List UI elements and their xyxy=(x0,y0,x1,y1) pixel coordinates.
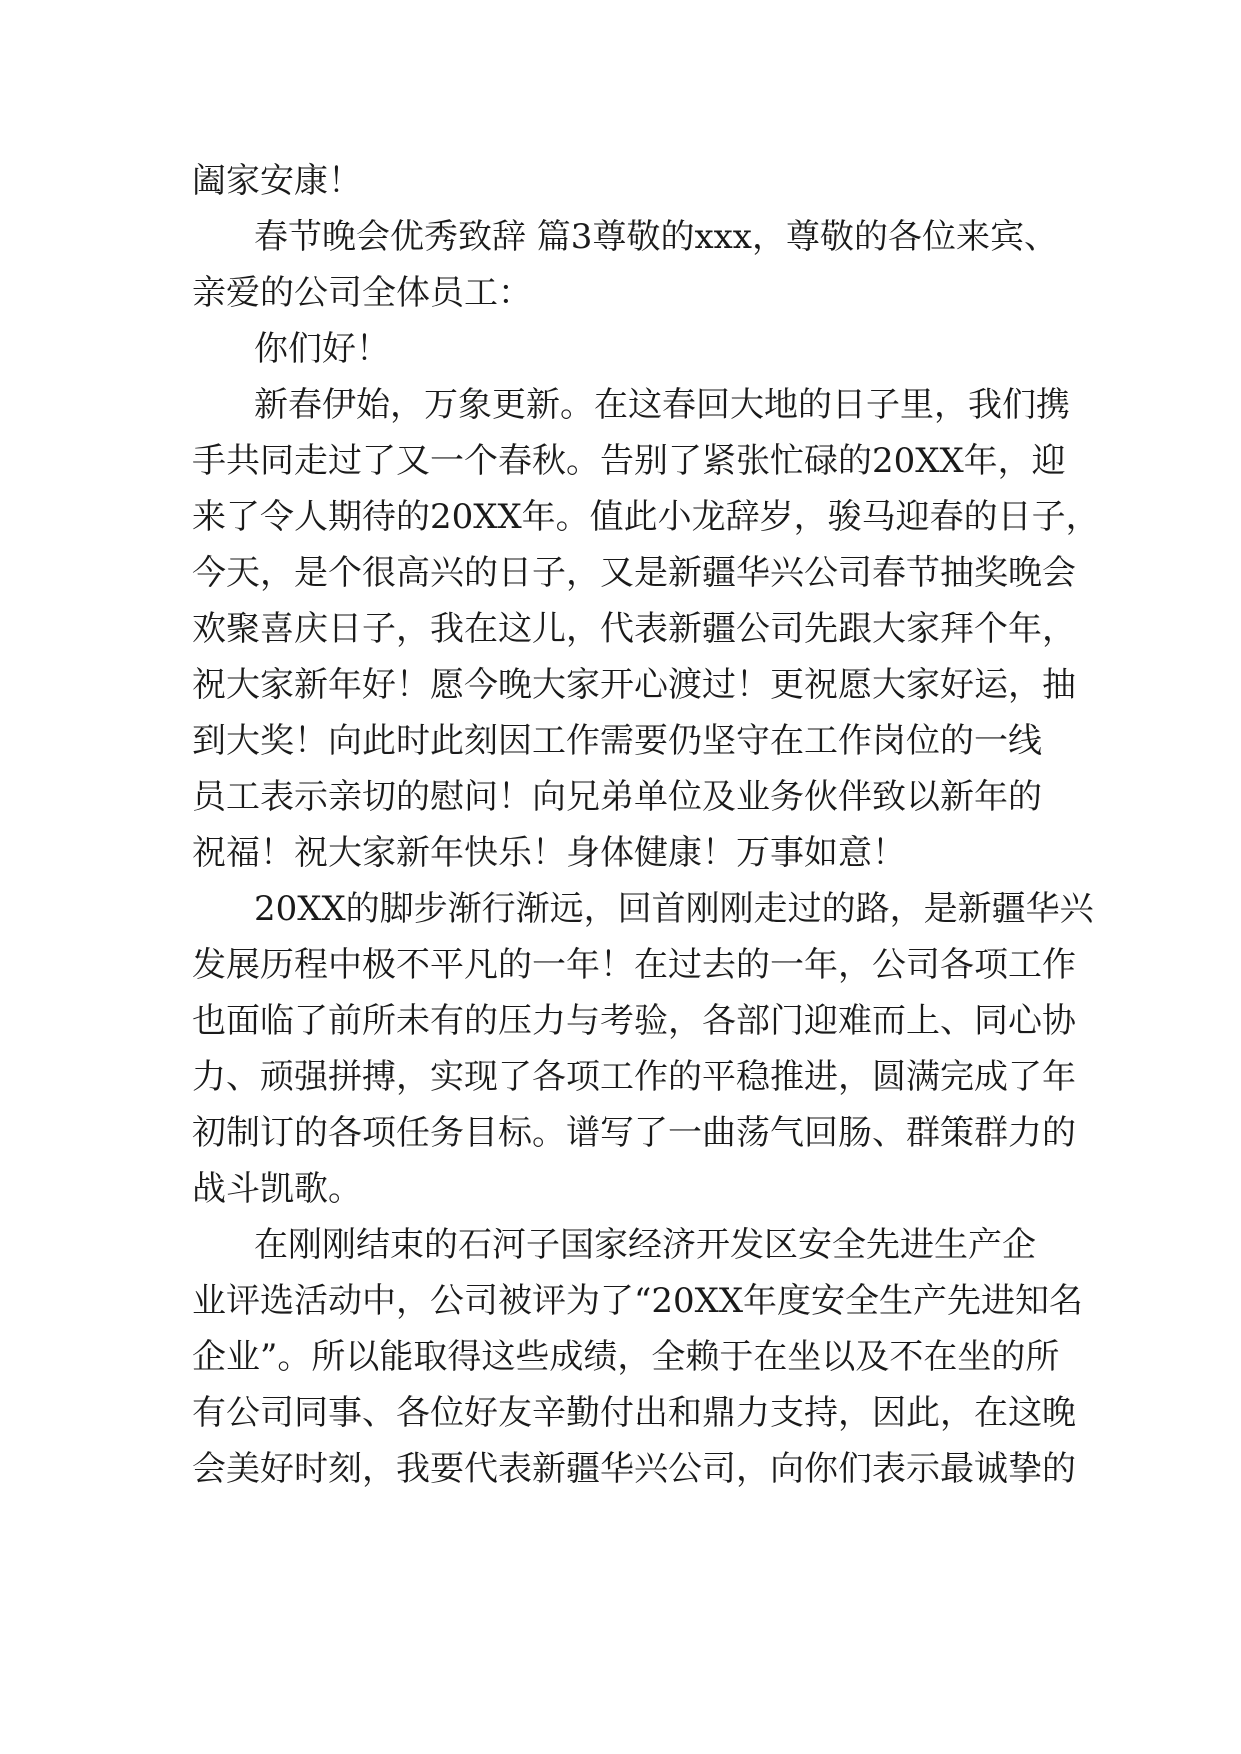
document-body xyxy=(192,153,1100,1497)
greeting-line: 你们好！ xyxy=(254,329,390,369)
text-line: 今天，是个很高兴的日子，又是新疆华兴公司春节抽奖晚会 xyxy=(192,553,1076,593)
text-line: 战斗凯歌。 xyxy=(192,1169,362,1209)
text-line: 发展历程中极不平凡的一年！在过去的一年，公司各项工作 xyxy=(192,945,1076,985)
paragraph-start-line: 春节晚会优秀致辞 篇3尊敬的xxx，尊敬的各位来宾、 xyxy=(254,217,1058,257)
text-line: 会美好时刻，我要代表新疆华兴公司，向你们表示最诚挚的 xyxy=(192,1449,1076,1489)
text-line: 亲爱的公司全体员工： xyxy=(192,273,532,313)
paragraph-start-line: 20XX的脚步渐行渐远，回首刚刚走过的路，是新疆华兴 xyxy=(254,889,1094,929)
text-line: 祝福！祝大家新年快乐！身体健康！万事如意！ xyxy=(192,833,906,873)
text-line: 到大奖！向此时此刻因工作需要仍坚守在工作岗位的一线 xyxy=(192,721,1042,761)
text-line: 来了令人期待的20XX年。值此小龙辞岁，骏马迎春的日子， xyxy=(192,497,1100,537)
text-line: 力、顽强拼搏，实现了各项工作的平稳推进，圆满完成了年 xyxy=(192,1057,1076,1097)
text-line: 阖家安康！ xyxy=(192,161,362,201)
text-line: 祝大家新年好！愿今晚大家开心渡过！更祝愿大家好运，抽 xyxy=(192,665,1076,705)
text-line: 业评选活动中，公司被评为了“20XX年度安全生产先进知名 xyxy=(192,1281,1084,1321)
text-line: 初制订的各项任务目标。谱写了一曲荡气回肠、群策群力的 xyxy=(192,1113,1076,1153)
text-line: 有公司同事、各位好友辛勤付出和鼎力支持，因此，在这晚 xyxy=(192,1393,1076,1433)
text-line: 手共同走过了又一个春秋。告别了紧张忙碌的20XX年，迎 xyxy=(192,441,1066,481)
paragraph-start-line: 在刚刚结束的石河子国家经济开发区安全先进生产企 xyxy=(254,1225,1036,1265)
text-line: 企业”。所以能取得这些成绩，全赖于在坐以及不在坐的所 xyxy=(192,1337,1060,1377)
text-line: 欢聚喜庆日子，我在这儿，代表新疆公司先跟大家拜个年， xyxy=(192,609,1076,649)
paragraph-start-line: 新春伊始，万象更新。在这春回大地的日子里，我们携 xyxy=(254,385,1070,425)
text-line: 也面临了前所未有的压力与考验，各部门迎难而上、同心协 xyxy=(192,1001,1076,1041)
text-line: 员工表示亲切的慰问！向兄弟单位及业务伙伴致以新年的 xyxy=(192,777,1042,817)
